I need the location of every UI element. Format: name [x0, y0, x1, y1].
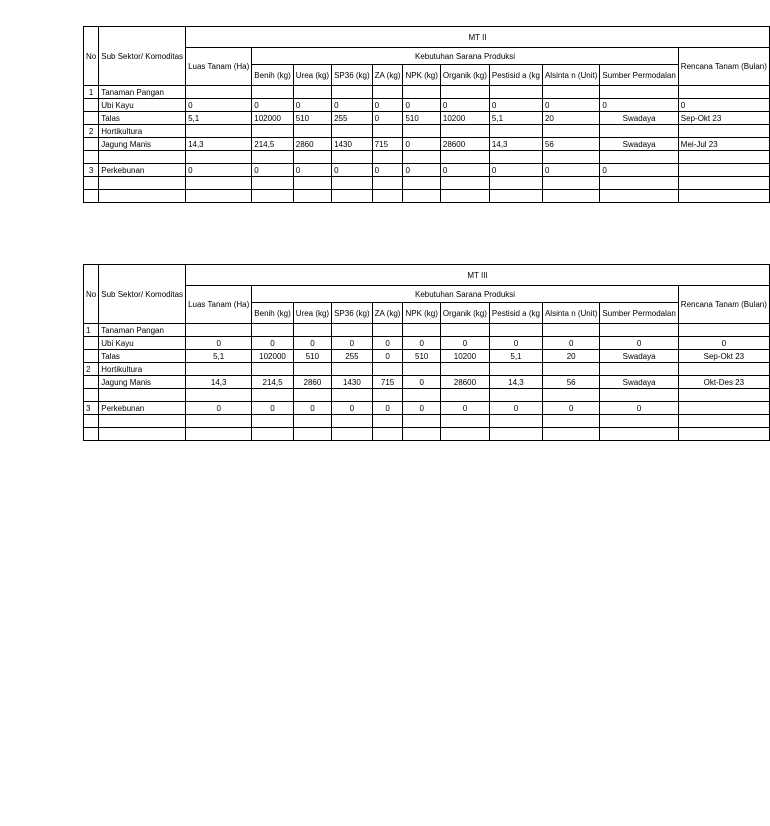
- cell-sumber: 0: [600, 337, 678, 350]
- cell-urea: [293, 125, 331, 138]
- cell-npk: [403, 177, 440, 190]
- cell-npk: 0: [403, 99, 440, 112]
- mt3-table: [83, 264, 770, 441]
- cell-urea: [293, 415, 331, 428]
- row-komoditas: Ubi Kayu: [99, 99, 186, 112]
- table-row: [84, 363, 770, 376]
- cell-alsintan: 0: [542, 402, 599, 415]
- cell-rencana: [678, 151, 769, 164]
- cell-za: [372, 415, 403, 428]
- cell-sp36: 0: [332, 99, 373, 112]
- cell-urea: 0: [293, 164, 331, 177]
- table-row: [84, 112, 770, 125]
- cell-rencana: [678, 86, 769, 99]
- table-row: [84, 415, 770, 428]
- header-benih: Benih (kg): [252, 65, 293, 86]
- cell-benih: 0: [252, 337, 293, 350]
- table-row: [84, 99, 770, 112]
- cell-za: [372, 177, 403, 190]
- cell-pestisida: [489, 86, 542, 99]
- header-pestisida: Pestisid a (kg: [489, 65, 542, 86]
- table-row: [84, 151, 770, 164]
- cell-za: [372, 125, 403, 138]
- cell-alsintan: [542, 389, 599, 402]
- cell-benih: 102000: [252, 350, 293, 363]
- cell-luas: 0: [186, 402, 252, 415]
- header-sp36: SP36 (kg): [332, 303, 373, 324]
- cell-urea: [293, 86, 331, 99]
- cell-organik: [440, 177, 489, 190]
- cell-organik: [440, 363, 489, 376]
- cell-urea: 2860: [293, 376, 331, 389]
- cell-alsintan: [542, 151, 599, 164]
- cell-luas: [186, 324, 252, 337]
- header-sub-sektor: Sub Sektor/ Komoditas: [99, 27, 186, 86]
- cell-luas: [186, 389, 252, 402]
- cell-za: [372, 389, 403, 402]
- cell-organik: 0: [440, 402, 489, 415]
- row-komoditas: Hortikultura: [99, 125, 186, 138]
- cell-sumber: [600, 190, 678, 203]
- cell-alsintan: 0: [542, 99, 599, 112]
- row-komoditas: Ubi Kayu: [99, 337, 186, 350]
- row-komoditas: Tanaman Pangan: [99, 86, 186, 99]
- mt2-table: [83, 26, 770, 203]
- cell-sp36: 0: [332, 337, 373, 350]
- cell-npk: 0: [403, 337, 440, 350]
- cell-luas: [186, 86, 252, 99]
- cell-alsintan: 56: [542, 138, 599, 151]
- cell-alsintan: [542, 86, 599, 99]
- cell-npk: 0: [403, 376, 440, 389]
- cell-pestisida: [489, 190, 542, 203]
- cell-npk: [403, 86, 440, 99]
- table-row: [84, 337, 770, 350]
- cell-luas: [186, 125, 252, 138]
- cell-benih: [252, 363, 293, 376]
- cell-pestisida: [489, 428, 542, 441]
- cell-za: [372, 86, 403, 99]
- header-no: No: [84, 27, 99, 86]
- cell-sp36: [332, 151, 373, 164]
- cell-urea: [293, 324, 331, 337]
- cell-rencana: [678, 415, 769, 428]
- cell-pestisida: 0: [489, 402, 542, 415]
- cell-sumber: [600, 428, 678, 441]
- header-za: ZA (kg): [372, 65, 403, 86]
- cell-luas: 0: [186, 99, 252, 112]
- row-no: 3: [84, 164, 99, 177]
- cell-rencana: [678, 402, 769, 415]
- cell-urea: 0: [293, 99, 331, 112]
- row-komoditas: [99, 151, 186, 164]
- cell-npk: [403, 151, 440, 164]
- table-row: [84, 177, 770, 190]
- cell-sp36: 1430: [332, 376, 373, 389]
- cell-rencana: 0: [678, 99, 769, 112]
- header-npk: NPK (kg): [403, 303, 440, 324]
- row-no: [84, 190, 99, 203]
- header-rencana-tanam: Rencana Tanam (Bulan): [678, 286, 769, 324]
- row-no: 1: [84, 86, 99, 99]
- cell-za: [372, 190, 403, 203]
- cell-pestisida: [489, 125, 542, 138]
- cell-sumber: 0: [600, 99, 678, 112]
- cell-npk: [403, 389, 440, 402]
- cell-sp36: [332, 125, 373, 138]
- cell-alsintan: [542, 125, 599, 138]
- cell-za: 0: [372, 164, 403, 177]
- header-sub-sektor: Sub Sektor/ Komoditas: [99, 265, 186, 324]
- cell-za: 715: [372, 138, 403, 151]
- header-sumber: Sumber Permodalan: [600, 303, 678, 324]
- cell-rencana: [678, 428, 769, 441]
- cell-sumber: Swadaya: [600, 376, 678, 389]
- cell-npk: 0: [403, 164, 440, 177]
- table-row: [84, 389, 770, 402]
- cell-pestisida: [489, 324, 542, 337]
- cell-rencana: [678, 164, 769, 177]
- cell-sp36: [332, 389, 373, 402]
- cell-sumber: 0: [600, 164, 678, 177]
- table-row: [84, 324, 770, 337]
- header-organik: Organik (kg): [440, 303, 489, 324]
- cell-urea: [293, 190, 331, 203]
- row-komoditas: [99, 177, 186, 190]
- cell-za: 0: [372, 402, 403, 415]
- cell-organik: [440, 428, 489, 441]
- row-no: 2: [84, 363, 99, 376]
- cell-urea: [293, 363, 331, 376]
- row-no: [84, 177, 99, 190]
- cell-luas: 5,1: [186, 112, 252, 125]
- header-pestisida: Pestisid a (kg: [489, 303, 542, 324]
- cell-sp36: 0: [332, 164, 373, 177]
- cell-organik: [440, 415, 489, 428]
- cell-organik: [440, 151, 489, 164]
- cell-urea: 0: [293, 402, 331, 415]
- cell-benih: [252, 415, 293, 428]
- table-row: [84, 190, 770, 203]
- cell-urea: 510: [293, 112, 331, 125]
- cell-sumber: Swadaya: [600, 112, 678, 125]
- cell-alsintan: 20: [542, 112, 599, 125]
- cell-luas: [186, 177, 252, 190]
- row-komoditas: [99, 190, 186, 203]
- header-alsintan: Alsinta n (Unit): [542, 65, 599, 86]
- cell-pestisida: [489, 363, 542, 376]
- cell-za: [372, 363, 403, 376]
- cell-urea: [293, 151, 331, 164]
- cell-sp36: 1430: [332, 138, 373, 151]
- cell-sumber: 0: [600, 402, 678, 415]
- cell-benih: [252, 86, 293, 99]
- header-luas-tanam: Luas Tanam (Ha): [186, 286, 252, 324]
- row-komoditas: [99, 415, 186, 428]
- cell-organik: 0: [440, 337, 489, 350]
- cell-npk: [403, 324, 440, 337]
- cell-npk: 510: [403, 112, 440, 125]
- cell-pestisida: 14,3: [489, 376, 542, 389]
- header-sumber: Sumber Permodalan: [600, 65, 678, 86]
- cell-alsintan: [542, 428, 599, 441]
- row-no: [84, 151, 99, 164]
- table-row: [84, 86, 770, 99]
- cell-organik: [440, 190, 489, 203]
- cell-rencana: Sep-Okt 23: [678, 112, 769, 125]
- cell-sp36: 255: [332, 350, 373, 363]
- header-rencana-tanam: Rencana Tanam (Bulan): [678, 48, 769, 86]
- cell-benih: [252, 324, 293, 337]
- row-komoditas: Tanaman Pangan: [99, 324, 186, 337]
- cell-pestisida: [489, 389, 542, 402]
- cell-organik: [440, 324, 489, 337]
- cell-za: 0: [372, 350, 403, 363]
- cell-sp36: [332, 324, 373, 337]
- cell-luas: 5,1: [186, 350, 252, 363]
- cell-alsintan: 56: [542, 376, 599, 389]
- row-no: [84, 428, 99, 441]
- table-row: [84, 164, 770, 177]
- row-komoditas: Jagung Manis: [99, 138, 186, 151]
- table-row: [84, 402, 770, 415]
- cell-npk: 0: [403, 138, 440, 151]
- table-row: [84, 125, 770, 138]
- cell-organik: 28600: [440, 138, 489, 151]
- cell-npk: 0: [403, 402, 440, 415]
- cell-sp36: [332, 428, 373, 441]
- cell-pestisida: 0: [489, 99, 542, 112]
- cell-benih: 0: [252, 99, 293, 112]
- cell-luas: [186, 428, 252, 441]
- cell-alsintan: 20: [542, 350, 599, 363]
- cell-benih: 102000: [252, 112, 293, 125]
- cell-sp36: 255: [332, 112, 373, 125]
- cell-organik: 28600: [440, 376, 489, 389]
- cell-urea: 0: [293, 337, 331, 350]
- header-kebutuhan: Kebutuhan Sarana Produksi: [252, 286, 679, 303]
- header-benih: Benih (kg): [252, 303, 293, 324]
- row-komoditas: Hortikultura: [99, 363, 186, 376]
- row-no: [84, 99, 99, 112]
- cell-sumber: [600, 324, 678, 337]
- cell-sumber: [600, 86, 678, 99]
- cell-za: 0: [372, 99, 403, 112]
- cell-sp36: [332, 363, 373, 376]
- cell-alsintan: 0: [542, 164, 599, 177]
- cell-pestisida: 0: [489, 337, 542, 350]
- cell-sp36: 0: [332, 402, 373, 415]
- table-title: MT III: [186, 265, 770, 286]
- header-za: ZA (kg): [372, 303, 403, 324]
- cell-sumber: [600, 177, 678, 190]
- cell-alsintan: [542, 190, 599, 203]
- cell-npk: [403, 363, 440, 376]
- row-no: [84, 350, 99, 363]
- cell-organik: 0: [440, 164, 489, 177]
- table-row: [84, 428, 770, 441]
- cell-npk: [403, 415, 440, 428]
- cell-urea: 2860: [293, 138, 331, 151]
- cell-benih: 214,5: [252, 138, 293, 151]
- cell-urea: [293, 389, 331, 402]
- cell-organik: [440, 86, 489, 99]
- cell-luas: 14,3: [186, 138, 252, 151]
- row-no: 3: [84, 402, 99, 415]
- cell-alsintan: 0: [542, 337, 599, 350]
- cell-luas: [186, 363, 252, 376]
- cell-sp36: [332, 86, 373, 99]
- cell-sp36: [332, 190, 373, 203]
- row-komoditas: Perkebunan: [99, 402, 186, 415]
- table-row: [84, 376, 770, 389]
- header-sp36: SP36 (kg): [332, 65, 373, 86]
- cell-sumber: [600, 389, 678, 402]
- row-no: [84, 138, 99, 151]
- row-no: [84, 376, 99, 389]
- cell-pestisida: [489, 415, 542, 428]
- row-komoditas: [99, 428, 186, 441]
- row-no: 2: [84, 125, 99, 138]
- cell-alsintan: [542, 177, 599, 190]
- cell-organik: 10200: [440, 350, 489, 363]
- cell-benih: [252, 151, 293, 164]
- row-komoditas: [99, 389, 186, 402]
- table-title: MT II: [186, 27, 770, 48]
- table-row: [84, 350, 770, 363]
- cell-rencana: Mei-Jul 23: [678, 138, 769, 151]
- row-no: [84, 337, 99, 350]
- cell-rencana: Okt-Des 23: [678, 376, 769, 389]
- cell-urea: 510: [293, 350, 331, 363]
- cell-sumber: Swadaya: [600, 138, 678, 151]
- cell-npk: [403, 125, 440, 138]
- cell-benih: [252, 389, 293, 402]
- cell-organik: [440, 125, 489, 138]
- cell-luas: 0: [186, 337, 252, 350]
- cell-sumber: [600, 415, 678, 428]
- cell-za: [372, 151, 403, 164]
- cell-npk: [403, 428, 440, 441]
- cell-npk: [403, 190, 440, 203]
- table-row: [84, 138, 770, 151]
- cell-benih: 0: [252, 402, 293, 415]
- header-luas-tanam: Luas Tanam (Ha): [186, 48, 252, 86]
- cell-sumber: [600, 151, 678, 164]
- cell-benih: [252, 190, 293, 203]
- cell-pestisida: 5,1: [489, 350, 542, 363]
- cell-alsintan: [542, 363, 599, 376]
- header-no: No: [84, 265, 99, 324]
- row-no: [84, 389, 99, 402]
- cell-alsintan: [542, 415, 599, 428]
- cell-npk: 510: [403, 350, 440, 363]
- cell-rencana: [678, 363, 769, 376]
- cell-sp36: [332, 177, 373, 190]
- cell-organik: 0: [440, 99, 489, 112]
- cell-organik: [440, 389, 489, 402]
- row-no: [84, 415, 99, 428]
- cell-luas: [186, 415, 252, 428]
- cell-rencana: [678, 190, 769, 203]
- row-no: 1: [84, 324, 99, 337]
- header-alsintan: Alsinta n (Unit): [542, 303, 599, 324]
- cell-rencana: Sep-Okt 23: [678, 350, 769, 363]
- cell-luas: 0: [186, 164, 252, 177]
- cell-luas: [186, 190, 252, 203]
- cell-za: [372, 428, 403, 441]
- cell-benih: 214,5: [252, 376, 293, 389]
- cell-urea: [293, 428, 331, 441]
- cell-sumber: [600, 363, 678, 376]
- cell-luas: [186, 151, 252, 164]
- cell-sumber: [600, 125, 678, 138]
- row-no: [84, 112, 99, 125]
- cell-benih: [252, 177, 293, 190]
- row-komoditas: Perkebunan: [99, 164, 186, 177]
- cell-pestisida: 0: [489, 164, 542, 177]
- cell-benih: 0: [252, 164, 293, 177]
- cell-rencana: [678, 324, 769, 337]
- row-komoditas: Talas: [99, 350, 186, 363]
- cell-za: [372, 324, 403, 337]
- header-kebutuhan: Kebutuhan Sarana Produksi: [252, 48, 679, 65]
- cell-rencana: [678, 389, 769, 402]
- header-urea: Urea (kg): [293, 303, 331, 324]
- cell-za: 715: [372, 376, 403, 389]
- cell-pestisida: 14,3: [489, 138, 542, 151]
- cell-za: 0: [372, 112, 403, 125]
- cell-organik: 10200: [440, 112, 489, 125]
- cell-sp36: [332, 415, 373, 428]
- cell-pestisida: [489, 177, 542, 190]
- cell-urea: [293, 177, 331, 190]
- cell-alsintan: [542, 324, 599, 337]
- cell-pestisida: 5,1: [489, 112, 542, 125]
- row-komoditas: Jagung Manis: [99, 376, 186, 389]
- cell-luas: 14,3: [186, 376, 252, 389]
- cell-benih: [252, 125, 293, 138]
- cell-za: 0: [372, 337, 403, 350]
- cell-rencana: [678, 125, 769, 138]
- cell-benih: [252, 428, 293, 441]
- cell-rencana: 0: [678, 337, 769, 350]
- cell-sumber: Swadaya: [600, 350, 678, 363]
- cell-rencana: [678, 177, 769, 190]
- cell-pestisida: [489, 151, 542, 164]
- row-komoditas: Talas: [99, 112, 186, 125]
- header-npk: NPK (kg): [403, 65, 440, 86]
- header-urea: Urea (kg): [293, 65, 331, 86]
- header-organik: Organik (kg): [440, 65, 489, 86]
